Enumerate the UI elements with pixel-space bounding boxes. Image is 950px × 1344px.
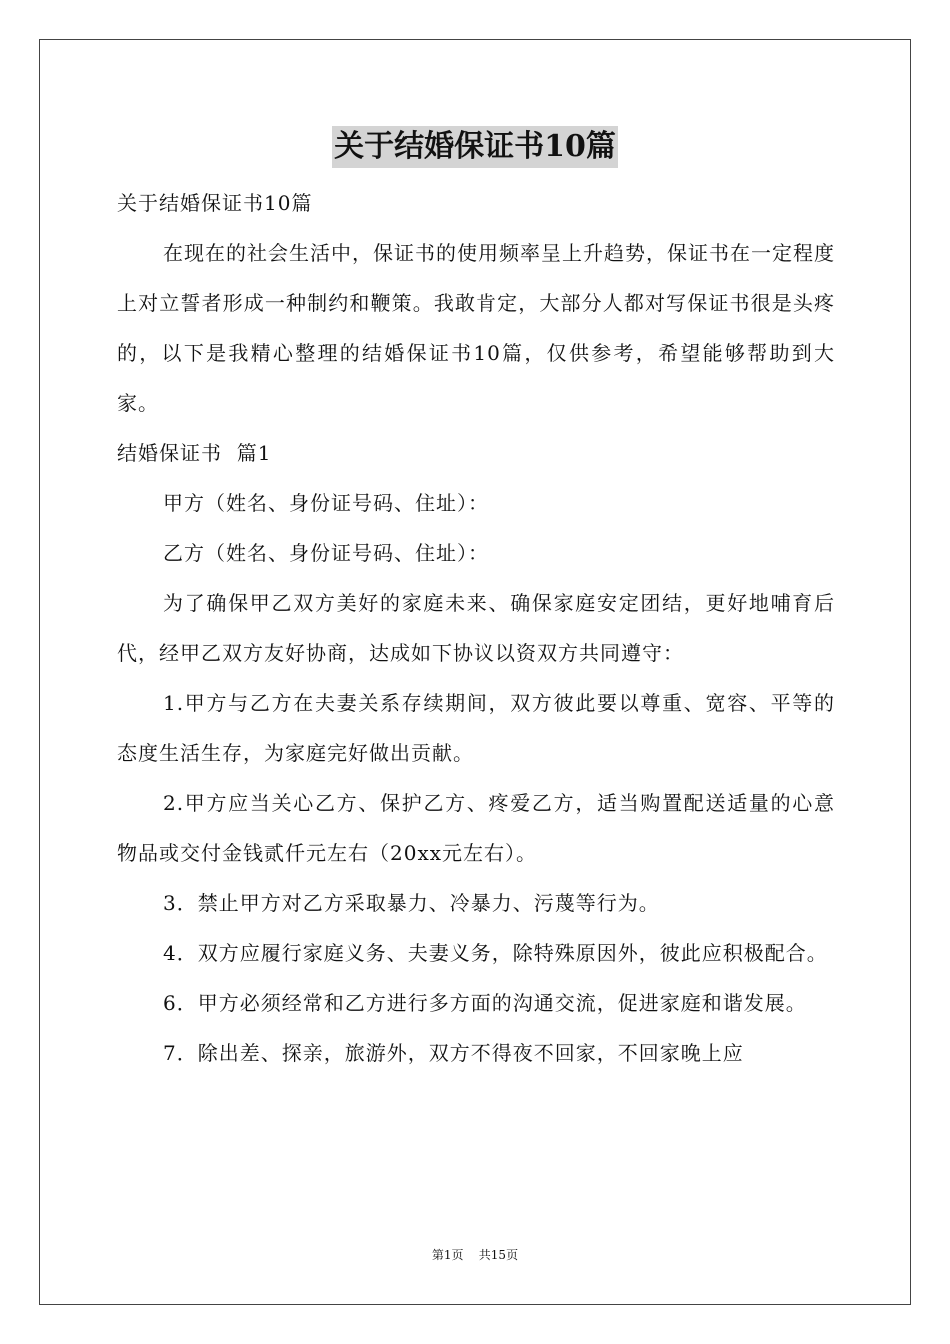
clause-6: 6．甲方必须经常和乙方进行多方面的沟通交流，促进家庭和谐发展。 <box>163 991 807 1015</box>
clause-3: 3．禁止甲方对乙方采取暴力、冷暴力、污蔑等行为。 <box>163 891 660 915</box>
intro-paragraph: 在现在的社会生活中，保证书的使用频率呈上升趋势，保证书在一定程度上对立誓者形成一种制约和鞭策。我敢肯定，大部分人都对写保证书很是头疼的，以下是我精心整理的结婚保证书10篇，仅供参考，希望能够帮助到大家。 <box>117 241 835 415</box>
page-footer: 第1页 共15页 <box>431 1248 519 1262</box>
preamble-paragraph: 为了确保甲乙双方美好的家庭未来、确保家庭安定团结，更好地哺育后代，经甲乙双方友好协商，达成如下协议以资双方共同遵守： <box>117 591 835 665</box>
party-a-line: 甲方（姓名、身份证号码、住址）： <box>163 491 489 515</box>
document-body <box>117 178 835 1078</box>
clause-4: 4．双方应履行家庭义务、夫妻义务，除特殊原因外，彼此应积极配合。 <box>163 941 828 965</box>
clause-2: 2.甲方应当关心乙方、保护乙方、疼爱乙方，适当购置配送适量的心意物品或交付金钱贰仟元左右（20xx元左右）。 <box>117 791 835 865</box>
section-heading: 结婚保证书 篇1 <box>117 441 272 465</box>
document-subtitle: 关于结婚保证书10篇 <box>117 191 313 215</box>
party-b-line: 乙方（姓名、身份证号码、住址）： <box>163 541 489 565</box>
document-title: 关于结婚保证书10篇 <box>332 126 618 168</box>
clause-1: 1.甲方与乙方在夫妻关系存续期间，双方彼此要以尊重、宽容、平等的态度生活生存，为家庭完好做出贡献。 <box>117 691 835 765</box>
title-container <box>0 126 950 168</box>
clause-7: 7．除出差、探亲，旅游外，双方不得夜不回家，不回家晚上应 <box>163 1041 744 1065</box>
